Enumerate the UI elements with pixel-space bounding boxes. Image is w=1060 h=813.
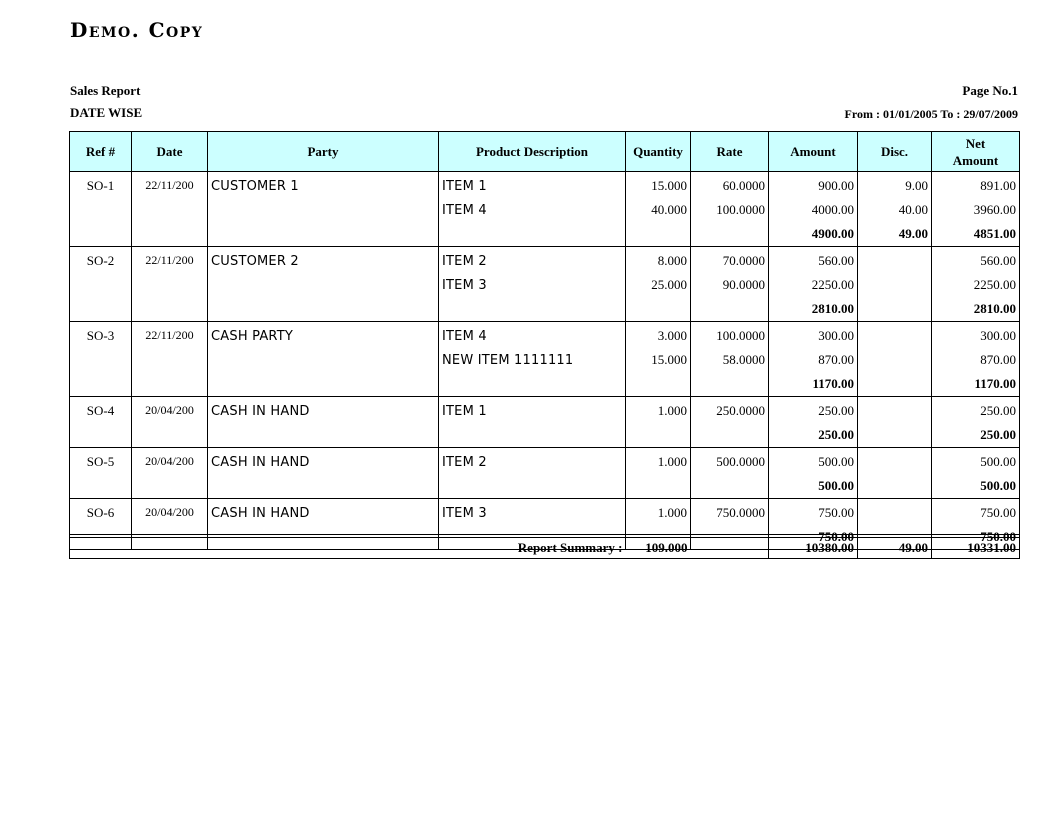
- cell-qty: 3.000: [626, 322, 691, 349]
- cell-party: CASH IN HAND: [208, 448, 439, 475]
- cell-date: 22/11/200: [132, 322, 208, 349]
- cell-rate: 750.0000: [691, 499, 769, 526]
- cell-qty: 1.000: [626, 499, 691, 526]
- table-row: [70, 322, 1020, 349]
- cell-disc: [858, 474, 932, 499]
- cell-rate: 100.0000: [691, 322, 769, 349]
- cell-disc: [858, 397, 932, 424]
- cell-product: ITEM 4: [439, 322, 626, 349]
- cell-amount: 870.00: [769, 348, 858, 372]
- summary-row: [70, 538, 1020, 559]
- group-total-row: [70, 297, 1020, 322]
- table-row: [70, 348, 1020, 372]
- cell-qty: 40.000: [626, 198, 691, 222]
- cell-rate: [691, 222, 769, 247]
- cell-product: ITEM 3: [439, 273, 626, 297]
- cell-net: 560.00: [932, 247, 1020, 274]
- cell-product: ITEM 2: [439, 247, 626, 274]
- cell-net: 870.00: [932, 348, 1020, 372]
- cell-product: ITEM 1: [439, 172, 626, 199]
- cell-disc: [858, 322, 932, 349]
- cell-disc: [858, 423, 932, 448]
- cell-disc: 40.00: [858, 198, 932, 222]
- summary-disc: 49.00: [858, 538, 932, 559]
- table-body: [70, 172, 1020, 550]
- col-header-product: Product Description: [439, 132, 626, 172]
- cell-qty: [626, 474, 691, 499]
- cell-amount: 4900.00: [769, 222, 858, 247]
- col-header-ref: Ref #: [70, 132, 132, 172]
- cell-qty: [626, 222, 691, 247]
- cell-ref: [70, 348, 132, 372]
- cell-net: 750.00: [932, 525, 1020, 550]
- col-header-party: Party: [208, 132, 439, 172]
- cell-qty: [626, 372, 691, 397]
- cell-ref: SO-6: [70, 499, 132, 526]
- table-header-row: [70, 132, 1020, 172]
- page-title: Demo. Copy: [70, 18, 204, 42]
- cell-party: CUSTOMER 1: [208, 172, 439, 199]
- cell-net: 500.00: [932, 448, 1020, 475]
- cell-ref: SO-1: [70, 172, 132, 199]
- cell-ref: [70, 273, 132, 297]
- cell-net: 250.00: [932, 397, 1020, 424]
- cell-date: [132, 423, 208, 448]
- cell-rate: [691, 297, 769, 322]
- cell-amount: 500.00: [769, 448, 858, 475]
- table-row: [70, 273, 1020, 297]
- cell-product: [439, 423, 626, 448]
- cell-disc: [858, 499, 932, 526]
- cell-ref: [70, 297, 132, 322]
- col-header-net-amount: Net Amount: [932, 132, 1020, 172]
- cell-party: [208, 198, 439, 222]
- cell-disc: [858, 297, 932, 322]
- cell-product: ITEM 3: [439, 499, 626, 526]
- cell-amount: 500.00: [769, 474, 858, 499]
- cell-date: 20/04/200: [132, 499, 208, 526]
- cell-ref: SO-5: [70, 448, 132, 475]
- cell-party: [208, 474, 439, 499]
- group-total-row: [70, 423, 1020, 448]
- cell-rate: [691, 474, 769, 499]
- summary-rate-blank: [691, 538, 769, 559]
- cell-ref: [70, 423, 132, 448]
- cell-net: 500.00: [932, 474, 1020, 499]
- cell-rate: [691, 423, 769, 448]
- cell-date: 22/11/200: [132, 172, 208, 199]
- cell-net: 250.00: [932, 423, 1020, 448]
- report-subtype: DATE WISE: [70, 105, 143, 120]
- cell-date: 22/11/200: [132, 247, 208, 274]
- cell-disc: [858, 247, 932, 274]
- cell-party: CASH PARTY: [208, 322, 439, 349]
- cell-party: CASH IN HAND: [208, 397, 439, 424]
- group-total-row: [70, 222, 1020, 247]
- date-range: From : 01/01/2005 To : 29/07/2009: [844, 107, 1018, 121]
- cell-rate: [691, 372, 769, 397]
- table-row: [70, 499, 1020, 526]
- cell-qty: 1.000: [626, 397, 691, 424]
- cell-net: 1170.00: [932, 372, 1020, 397]
- cell-product: ITEM 2: [439, 448, 626, 475]
- cell-ref: [70, 198, 132, 222]
- cell-net: 3960.00: [932, 198, 1020, 222]
- cell-party: [208, 297, 439, 322]
- cell-party: [208, 348, 439, 372]
- page-number: Page No.1: [962, 83, 1018, 98]
- cell-ref: SO-3: [70, 322, 132, 349]
- cell-date: [132, 372, 208, 397]
- cell-date: [132, 198, 208, 222]
- group-total-row: [70, 372, 1020, 397]
- summary-divider: [69, 534, 1019, 535]
- cell-disc: 9.00: [858, 172, 932, 199]
- cell-net: 891.00: [932, 172, 1020, 199]
- cell-net: 750.00: [932, 499, 1020, 526]
- cell-product: NEW ITEM 1111111: [439, 348, 626, 372]
- cell-party: [208, 273, 439, 297]
- summary-qty: 109.000: [626, 538, 691, 559]
- cell-amount: 900.00: [769, 172, 858, 199]
- cell-date: [132, 222, 208, 247]
- group-total-row: [70, 474, 1020, 499]
- cell-ref: SO-2: [70, 247, 132, 274]
- cell-qty: 15.000: [626, 172, 691, 199]
- sales-report-table: [69, 131, 1020, 550]
- cell-party: [208, 372, 439, 397]
- cell-party: CASH IN HAND: [208, 499, 439, 526]
- cell-qty: 25.000: [626, 273, 691, 297]
- cell-date: 20/04/200: [132, 448, 208, 475]
- report-name: Sales Report: [70, 83, 141, 98]
- cell-disc: [858, 372, 932, 397]
- cell-qty: 8.000: [626, 247, 691, 274]
- cell-ref: [70, 474, 132, 499]
- cell-rate: 250.0000: [691, 397, 769, 424]
- cell-product: [439, 297, 626, 322]
- cell-amount: 300.00: [769, 322, 858, 349]
- cell-amount: 2810.00: [769, 297, 858, 322]
- cell-date: [132, 297, 208, 322]
- cell-rate: 90.0000: [691, 273, 769, 297]
- cell-net: 4851.00: [932, 222, 1020, 247]
- cell-rate: 100.0000: [691, 198, 769, 222]
- cell-ref: [70, 222, 132, 247]
- cell-date: [132, 273, 208, 297]
- col-header-quantity: Quantity: [626, 132, 691, 172]
- cell-qty: [626, 423, 691, 448]
- cell-product: [439, 222, 626, 247]
- cell-date: 20/04/200: [132, 397, 208, 424]
- col-header-amount: Amount: [769, 132, 858, 172]
- col-header-disc: Disc.: [858, 132, 932, 172]
- table-row: [70, 247, 1020, 274]
- cell-disc: 49.00: [858, 222, 932, 247]
- cell-ref: SO-4: [70, 397, 132, 424]
- table-row: [70, 172, 1020, 199]
- cell-amount: 4000.00: [769, 198, 858, 222]
- cell-net: 2810.00: [932, 297, 1020, 322]
- cell-disc: [858, 348, 932, 372]
- cell-qty: [626, 297, 691, 322]
- cell-date: [132, 474, 208, 499]
- summary-label: Report Summary :: [70, 538, 626, 559]
- cell-party: [208, 222, 439, 247]
- cell-date: [132, 348, 208, 372]
- cell-rate: 58.0000: [691, 348, 769, 372]
- cell-product: [439, 372, 626, 397]
- cell-amount: 750.00: [769, 499, 858, 526]
- cell-party: [208, 423, 439, 448]
- cell-product: [439, 474, 626, 499]
- cell-qty: 15.000: [626, 348, 691, 372]
- cell-disc: [858, 448, 932, 475]
- cell-product: ITEM 1: [439, 397, 626, 424]
- cell-net: 300.00: [932, 322, 1020, 349]
- cell-rate: 60.0000: [691, 172, 769, 199]
- cell-amount: 750.00: [769, 525, 858, 550]
- cell-qty: 1.000: [626, 448, 691, 475]
- table-row: [70, 198, 1020, 222]
- cell-amount: 1170.00: [769, 372, 858, 397]
- cell-party: CUSTOMER 2: [208, 247, 439, 274]
- col-header-date: Date: [132, 132, 208, 172]
- cell-ref: [70, 372, 132, 397]
- summary-net: 10331.00: [932, 538, 1020, 559]
- cell-amount: 560.00: [769, 247, 858, 274]
- cell-rate: 500.0000: [691, 448, 769, 475]
- cell-disc: [858, 273, 932, 297]
- table-row: [70, 397, 1020, 424]
- cell-amount: 2250.00: [769, 273, 858, 297]
- cell-net: 2250.00: [932, 273, 1020, 297]
- table-row: [70, 448, 1020, 475]
- summary-amount: 10380.00: [769, 538, 858, 559]
- cell-rate: 70.0000: [691, 247, 769, 274]
- cell-amount: 250.00: [769, 423, 858, 448]
- cell-amount: 250.00: [769, 397, 858, 424]
- col-header-rate: Rate: [691, 132, 769, 172]
- cell-product: ITEM 4: [439, 198, 626, 222]
- report-summary: [69, 537, 1020, 559]
